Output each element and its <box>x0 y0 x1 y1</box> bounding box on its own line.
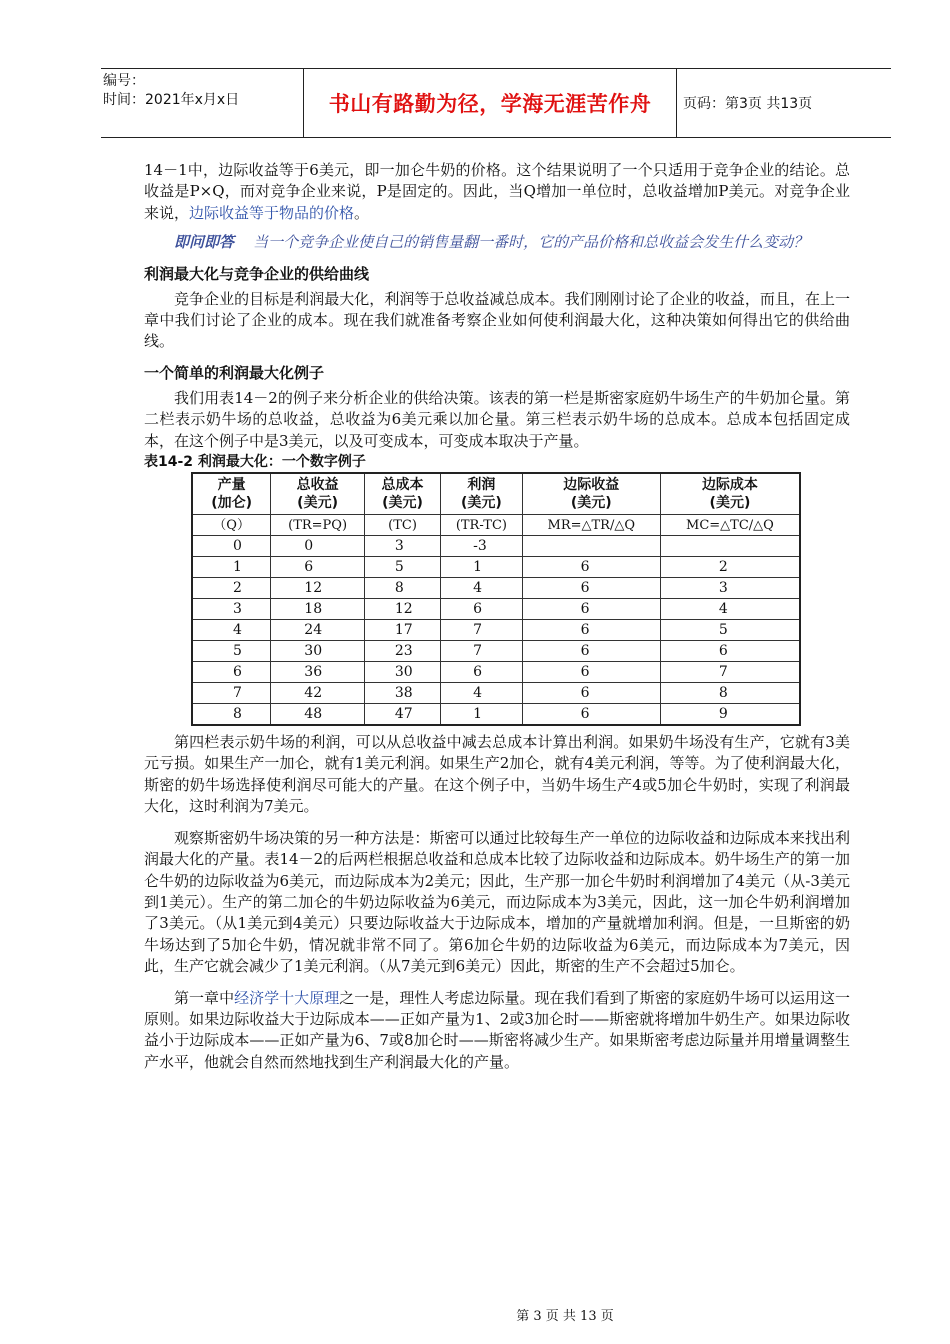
table-row <box>192 599 800 620</box>
heading-profit-max: 利润最大化与竞争企业的供给曲线 <box>144 264 370 283</box>
table-cell: 2 <box>192 578 271 599</box>
heading-simple-example: 一个简单的利润最大化例子 <box>144 363 325 382</box>
number-label: 编号： <box>103 73 145 89</box>
table-cell: 47 <box>364 704 440 726</box>
table-cell: 8 <box>364 578 440 599</box>
table-cell: 7 <box>441 620 522 641</box>
table-cell: 24 <box>271 620 365 641</box>
table-cell: 6 <box>522 662 660 683</box>
formula-cell: (TR-TC) <box>441 515 522 536</box>
table-row <box>192 683 800 704</box>
table-cell: 6 <box>271 557 365 578</box>
page-header <box>101 68 891 138</box>
table-cell: 12 <box>364 599 440 620</box>
table-row <box>192 662 800 683</box>
table-cell: 6 <box>522 641 660 662</box>
column-header: 总收益 (美元) <box>271 473 365 515</box>
table-cell: 6 <box>522 557 660 578</box>
table-cell: 42 <box>271 683 365 704</box>
table-cell: 23 <box>364 641 440 662</box>
table-cell: 7 <box>192 683 271 704</box>
column-header: 边际收益 (美元) <box>522 473 660 515</box>
table-cell: 30 <box>271 641 365 662</box>
table-cell: 2 <box>660 557 800 578</box>
quick-quiz-label: 即问即答 <box>174 233 235 252</box>
table-cell: 1 <box>441 704 522 726</box>
table-cell: 36 <box>271 662 365 683</box>
table-row <box>192 620 800 641</box>
table-row <box>192 641 800 662</box>
table-cell: 6 <box>441 599 522 620</box>
table-cell: 4 <box>192 620 271 641</box>
table-cell: 38 <box>364 683 440 704</box>
table-cell: 6 <box>522 620 660 641</box>
header-motto: 书山有路勤为径，学海无涯苦作舟 <box>304 69 677 137</box>
table-cell: 5 <box>192 641 271 662</box>
table-body <box>192 515 800 726</box>
table-cell: 6 <box>522 704 660 726</box>
table-cell: 1 <box>192 557 271 578</box>
table-cell: -3 <box>441 536 522 557</box>
profit-table <box>191 472 801 726</box>
formula-cell: (TC) <box>364 515 440 536</box>
table-row <box>192 557 800 578</box>
link-ten-principles[interactable]: 经济学十大原理 <box>234 988 340 1007</box>
column-header: 利润 (美元) <box>441 473 522 515</box>
table-cell: 4 <box>441 683 522 704</box>
table-row <box>192 536 800 557</box>
table-cell: 3 <box>192 599 271 620</box>
link-marginal-revenue[interactable]: 边际收益等于物品的价格 <box>189 203 355 222</box>
table-cell: 4 <box>660 599 800 620</box>
quick-quiz-text: 当一个竞争企业使自己的销售量翻一番时，它的产品价格和总收益会发生什么变动？ <box>253 233 809 252</box>
table-cell: 3 <box>660 578 800 599</box>
table-cell: 6 <box>660 641 800 662</box>
table-cell: 6 <box>192 662 271 683</box>
column-header: 总成本 (美元) <box>364 473 440 515</box>
table-cell: 5 <box>364 557 440 578</box>
table-cell: 1 <box>441 557 522 578</box>
table-cell: 0 <box>271 536 365 557</box>
header-page-label: 页码：第3页 共13页 <box>683 96 813 112</box>
table-cell: 12 <box>271 578 365 599</box>
footer-page-number: 第 3 页 共 13 页 <box>516 1309 614 1324</box>
table-caption: 表14-2 利润最大化：一个数字例子 <box>144 454 366 471</box>
paragraph-1: 14－1中，边际收益等于6美元，即一加仑牛奶的价格。这个结果说明了一个只适用于竞争企业的结论。总收益是P×Q，而对竞争企业来说，P是固定的。因此，当Q增加一单位时，总收益增加P美元。对竞争企业来说，边际收益等于物品的价格。 <box>144 161 850 222</box>
table-header-row <box>192 473 800 515</box>
table-cell: 3 <box>364 536 440 557</box>
paragraph-6: 第一章中经济学十大原理之一是，理性人考虑边际量。现在我们看到了斯密的家庭奶牛场可以运用这一原则。如果边际收益大于边际成本——正如产量为1、2或3加仑时——斯密就将增加牛奶生产。如果边际收益小于边际成本——正如产量为6、7或8加仑时——斯密将减少生产。如果斯密考虑边际量并用增量调整生产水平，他就会自然而然地找到生产利润最大化的产量。 <box>144 988 850 1071</box>
table-row <box>192 704 800 726</box>
table-cell: 5 <box>660 620 800 641</box>
table-cell: 30 <box>364 662 440 683</box>
table-cell: 48 <box>271 704 365 726</box>
table-cell: 6 <box>522 683 660 704</box>
paragraph-4: 第四栏表示奶牛场的利润，可以从总收益中减去总成本计算出利润。如果奶牛场没有生产，它就有3美元亏损。如果生产一加仑，就有1美元利润。如果生产2加仑，就有4美元利润，等等。为了使利润最大化，斯密的奶牛场选择使利润尽可能大的产量。在这个例子中，当奶牛场生产4或5加仑牛奶时，实现了利润最大化，这时利润为7美元。 <box>144 733 850 816</box>
table-cell: 4 <box>441 578 522 599</box>
table-cell: 8 <box>660 683 800 704</box>
table-cell <box>660 536 800 557</box>
paragraph-5: 观察斯密奶牛场决策的另一种方法是：斯密可以通过比较每生产一单位的边际收益和边际成本来找出利润最大化的产量。表14－2的后两栏根据总收益和总成本比较了边际收益和边际成本。奶牛场生产的第一加仑牛奶的边际收益为6美元，而边际成本为2美元；因此，生产那一加仑牛奶时利润增加了4美元（从-3美元到1美元）。生产的第二加仑的牛奶边际收益为6美元，而边际成本为3美元，因此，这一加仑牛奶利润增加了3美元。（从1美元到4美元）只要边际收益大于边际成本，增加的产量就增加利润。但是，一旦斯密的奶牛场达到了5加仑牛奶，情况就非常不同了。第6加仑牛奶的边际收益为6美元，而边际成本为7美元，因此，生产它就会减少了1美元利润。（从7美元到6美元）因此，斯密的生产不会超过5加仑。 <box>144 828 850 976</box>
paragraph-2: 竞争企业的目标是利润最大化，利润等于总收益减总成本。我们刚刚讨论了企业的收益，而且，在上一章中我们讨论了企业的成本。现在我们就准备考察企业如何使利润最大化，这种决策如何得出它的供给曲线。 <box>144 289 850 351</box>
table-cell: 17 <box>364 620 440 641</box>
table-cell: 8 <box>192 704 271 726</box>
quick-quiz <box>144 232 850 253</box>
column-header: 产量 (加仑) <box>192 473 271 515</box>
document-body <box>144 160 850 1073</box>
page-footer <box>0 1305 950 1324</box>
table-cell: 0 <box>192 536 271 557</box>
formula-cell: MR=△TR/△Q <box>522 515 660 536</box>
table-row <box>192 578 800 599</box>
header-meta <box>101 69 304 137</box>
formula-row <box>192 515 800 536</box>
table-cell: 6 <box>522 599 660 620</box>
table-cell: 18 <box>271 599 365 620</box>
time-label: 时间：2021年x月x日 <box>103 92 240 108</box>
formula-cell: MC=△TC/△Q <box>660 515 800 536</box>
table-cell <box>522 536 660 557</box>
table-cell: 9 <box>660 704 800 726</box>
column-header: 边际成本 (美元) <box>660 473 800 515</box>
table-cell: 6 <box>441 662 522 683</box>
paragraph-3: 我们用表14－2的例子来分析企业的供给决策。该表的第一栏是斯密家庭奶牛场生产的牛奶加仑量。第二栏表示奶牛场的总收益，总收益为6美元乘以加仑量。第三栏表示奶牛场的总成本。总成本包括固定成本，在这个例子中是3美元，以及可变成本，可变成本取决于产量。 <box>144 388 850 450</box>
formula-cell: (TR=PQ) <box>271 515 365 536</box>
table-cell: 6 <box>522 578 660 599</box>
formula-cell: （Q） <box>192 515 271 536</box>
table-cell: 7 <box>441 641 522 662</box>
table-cell: 7 <box>660 662 800 683</box>
